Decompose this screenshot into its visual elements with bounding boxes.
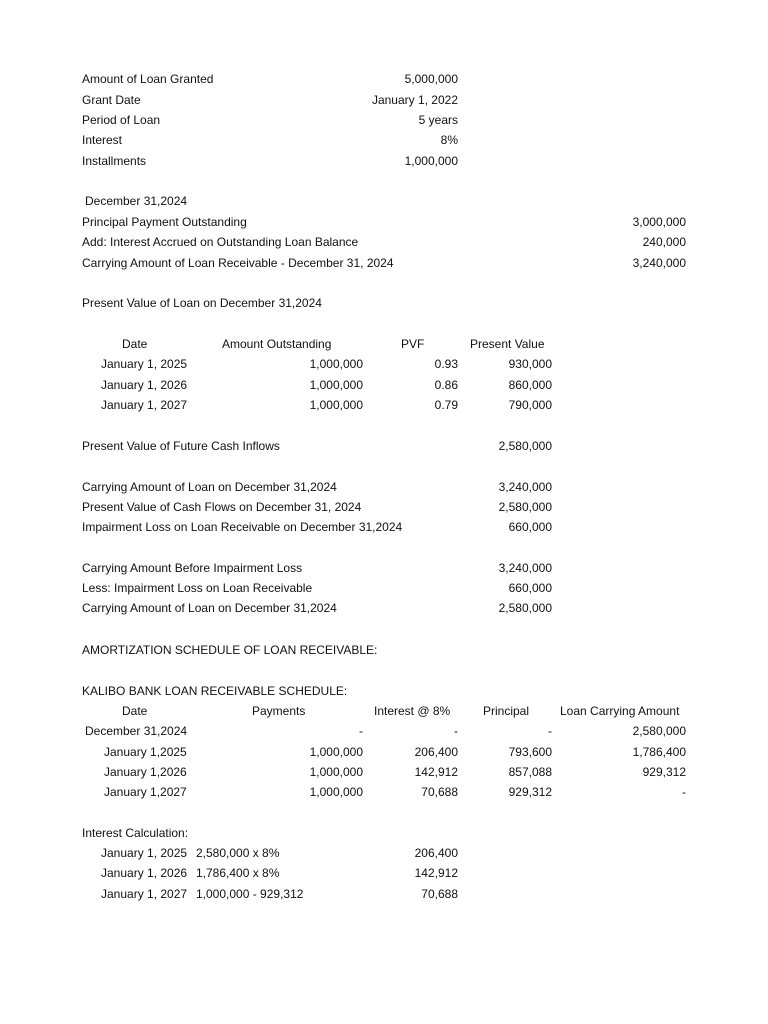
amort-row-carrying: - [682, 785, 686, 799]
amort-row-interest: - [454, 724, 458, 738]
amort-row-interest: 142,912 [414, 765, 458, 779]
amortization-subtitle: KALIBO BANK LOAN RECEIVABLE SCHEDULE: [82, 684, 348, 698]
pv-row-date: January 1, 2026 [101, 378, 188, 392]
amort-row-principal: 929,312 [508, 785, 552, 799]
interest-calc-formula: 1,786,400 x 8% [196, 866, 280, 880]
carrying-2024-heading: December 31,2024 [85, 194, 188, 208]
amort-row-principal: 857,088 [508, 765, 552, 779]
impairment-label: Present Value of Cash Flows on December 31, 2024 [82, 500, 362, 514]
pv-row-amount: 1,000,000 [309, 398, 363, 412]
pv-row-pvf: 0.79 [434, 398, 458, 412]
interest-calc-value: 70,688 [421, 887, 458, 901]
impairment-value: 2,580,000 [498, 500, 552, 514]
loan-info-label: Interest [82, 133, 123, 147]
carrying-2024-label: Add: Interest Accrued on Outstanding Loan Balance [82, 235, 359, 249]
amort-header-carrying: Loan Carrying Amount [560, 704, 680, 718]
carrying-after-value: 3,240,000 [498, 561, 552, 575]
carrying-after-value: 660,000 [508, 581, 552, 595]
pv-total-label: Present Value of Future Cash Inflows [82, 439, 280, 453]
amort-row-carrying: 1,786,400 [632, 745, 686, 759]
impairment-value: 660,000 [508, 520, 552, 534]
impairment-label: Impairment Loss on Loan Receivable on December 31,2024 [82, 520, 403, 534]
loan-info-label: Amount of Loan Granted [82, 72, 214, 86]
pv-row-amount: 1,000,000 [309, 357, 363, 371]
pv-title: Present Value of Loan on December 31,2024 [82, 296, 322, 310]
carrying-after-label: Less: Impairment Loss on Loan Receivable [82, 581, 313, 595]
amort-row-carrying: 929,312 [642, 765, 686, 779]
interest-calc-value: 206,400 [414, 846, 458, 860]
amort-row-date: January 1,2025 [104, 745, 187, 759]
carrying-2024-label: Principal Payment Outstanding [82, 215, 247, 229]
amort-row-payments: 1,000,000 [309, 745, 363, 759]
carrying-2024-value: 240,000 [642, 235, 686, 249]
carrying-after-label: Carrying Amount of Loan on December 31,2024 [82, 601, 337, 615]
pv-header-amount: Amount Outstanding [222, 337, 332, 351]
carrying-2024-value: 3,000,000 [632, 215, 686, 229]
amort-row-date: January 1,2026 [104, 765, 187, 779]
pv-row-amount: 1,000,000 [309, 378, 363, 392]
impairment-value: 3,240,000 [498, 480, 552, 494]
interest-calc-date: January 1, 2027 [101, 887, 188, 901]
amort-header-date: Date [122, 704, 148, 718]
pv-row-pvf: 0.86 [434, 378, 458, 392]
pv-header-date: Date [122, 337, 148, 351]
amort-row-date: January 1,2027 [104, 785, 187, 799]
loan-info-value: 8% [440, 133, 458, 147]
loan-info-label: Grant Date [82, 93, 141, 107]
loan-info-label: Installments [82, 154, 147, 168]
interest-calc-date: January 1, 2026 [101, 866, 188, 880]
interest-calc-title: Interest Calculation: [82, 826, 189, 840]
pv-row-date: January 1, 2027 [101, 398, 188, 412]
carrying-2024-value: 3,240,000 [632, 256, 686, 270]
loan-info-value: 1,000,000 [404, 154, 458, 168]
amort-row-payments: 1,000,000 [309, 765, 363, 779]
interest-calc-formula: 1,000,000 - 929,312 [196, 887, 304, 901]
amort-header-principal: Principal [483, 704, 530, 718]
pv-row-date: January 1, 2025 [101, 357, 188, 371]
loan-info-value: 5 years [418, 113, 458, 127]
loan-info-value: January 1, 2022 [371, 93, 458, 107]
amort-header-interest: Interest @ 8% [374, 704, 451, 718]
amort-row-principal: 793,600 [508, 745, 552, 759]
pv-row-present-value: 860,000 [508, 378, 552, 392]
amort-row-principal: - [548, 724, 552, 738]
pv-header-present-value: Present Value [470, 337, 545, 351]
carrying-2024-label: Carrying Amount of Loan Receivable - December 31, 2024 [82, 256, 394, 270]
pv-total-value: 2,580,000 [498, 439, 552, 453]
amortization-title: AMORTIZATION SCHEDULE OF LOAN RECEIVABLE: [82, 643, 378, 657]
amort-row-payments: - [359, 724, 363, 738]
pv-header-pvf: PVF [401, 337, 425, 351]
amort-row-interest: 70,688 [421, 785, 458, 799]
amort-header-payments: Payments [252, 704, 306, 718]
pv-row-present-value: 930,000 [508, 357, 552, 371]
interest-calc-formula: 2,580,000 x 8% [196, 846, 280, 860]
impairment-label: Carrying Amount of Loan on December 31,2024 [82, 480, 337, 494]
pv-row-present-value: 790,000 [508, 398, 552, 412]
carrying-after-value: 2,580,000 [498, 601, 552, 615]
loan-info-label: Period of Loan [82, 113, 161, 127]
pv-row-pvf: 0.93 [434, 357, 458, 371]
amort-row-payments: 1,000,000 [309, 785, 363, 799]
amort-row-date: December 31,2024 [85, 724, 188, 738]
interest-calc-value: 142,912 [414, 866, 458, 880]
amort-row-carrying: 2,580,000 [632, 724, 686, 738]
loan-info-value: 5,000,000 [404, 72, 458, 86]
carrying-after-label: Carrying Amount Before Impairment Loss [82, 561, 303, 575]
amort-row-interest: 206,400 [414, 745, 458, 759]
interest-calc-date: January 1, 2025 [101, 846, 188, 860]
